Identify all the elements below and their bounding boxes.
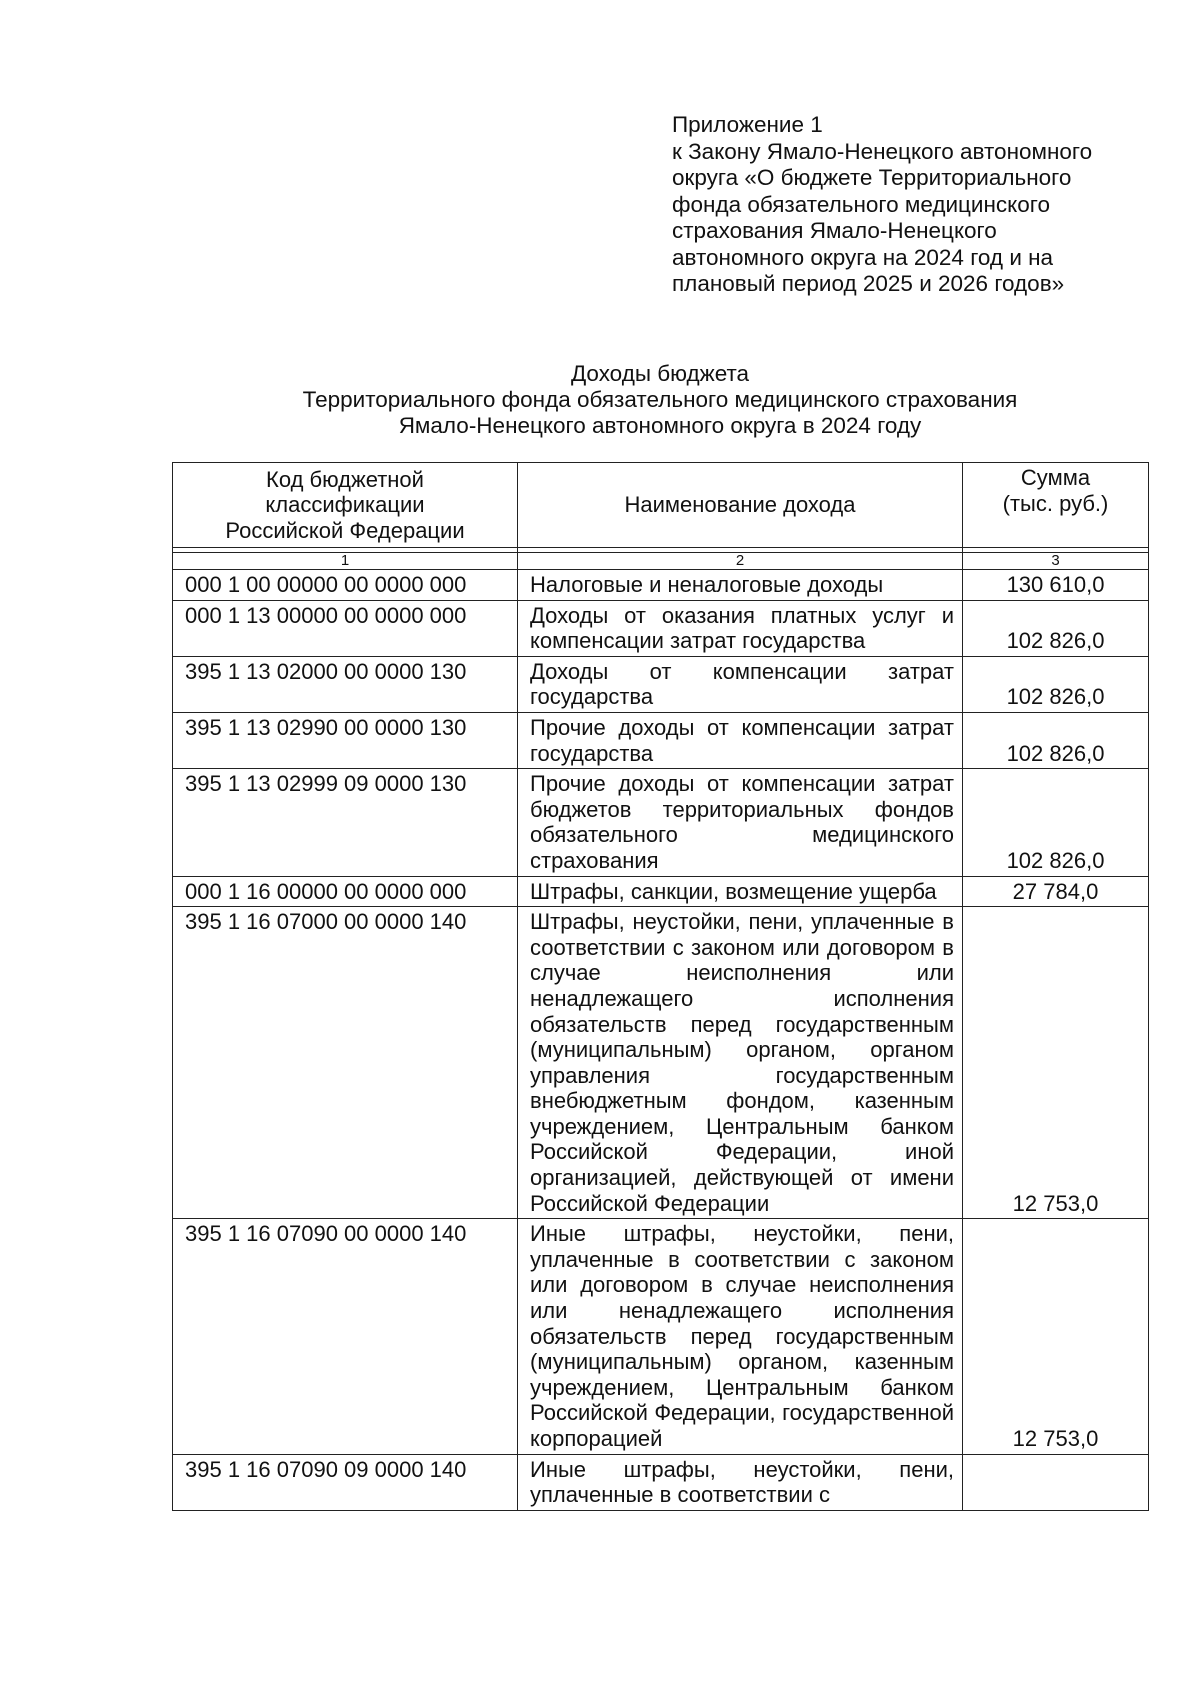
row-amount: 12 753,0 <box>963 1219 1149 1454</box>
table-row <box>173 1454 1149 1510</box>
row-amount: 12 753,0 <box>963 907 1149 1219</box>
table-row <box>173 769 1149 876</box>
row-code: 395 1 13 02000 00 0000 130 <box>173 656 518 712</box>
row-name: Иные штрафы, неустойки, пени, уплаченные в соответствии с <box>518 1454 963 1510</box>
appendix-line: Приложение 1 <box>672 112 823 137</box>
row-name: Налоговые и неналоговые доходы <box>518 570 963 601</box>
row-code: 395 1 13 02999 09 0000 130 <box>173 769 518 876</box>
table-header-row <box>173 463 1149 548</box>
appendix-line: страхования Ямало-Ненецкого <box>672 218 997 243</box>
income-table <box>172 462 1149 1511</box>
appendix-line: округа «О бюджете Территориального <box>672 165 1072 190</box>
row-amount: 102 826,0 <box>963 769 1149 876</box>
row-amount: 102 826,0 <box>963 600 1149 656</box>
row-amount: 27 784,0 <box>963 876 1149 907</box>
header-amount: Сумма (тыс. руб.) <box>963 463 1149 548</box>
appendix-line: фонда обязательного медицинского <box>672 191 1051 217</box>
table-row <box>173 712 1149 768</box>
row-code: 395 1 13 02990 00 0000 130 <box>173 712 518 768</box>
title-line: Ямало-Ненецкого автономного округа в 2024 году <box>398 413 922 438</box>
row-name: Доходы от оказания платных услуг и компенсации затрат государства <box>518 600 963 656</box>
row-code: 395 1 16 07090 00 0000 140 <box>173 1219 518 1454</box>
document-title <box>180 361 1140 439</box>
column-numbers-row <box>173 553 1149 570</box>
title-line: Доходы бюджета <box>570 361 750 386</box>
column-number: 3 <box>963 553 1149 570</box>
title-line: Территориального фонда обязательного медицинского страхования <box>302 387 1018 412</box>
table-row <box>173 1219 1149 1454</box>
appendix-line: плановый период 2025 и 2026 годов» <box>672 271 1065 296</box>
table-row <box>173 570 1149 601</box>
column-number: 1 <box>173 553 518 570</box>
table-row <box>173 656 1149 712</box>
row-name: Прочие доходы от компенсации затрат государства <box>518 712 963 768</box>
row-amount: 102 826,0 <box>963 656 1149 712</box>
row-amount <box>963 1454 1149 1510</box>
row-amount: 102 826,0 <box>963 712 1149 768</box>
row-code: 000 1 00 00000 00 0000 000 <box>173 570 518 601</box>
appendix-line: автономного округа на 2024 год и на <box>672 244 1054 270</box>
table-row <box>173 600 1149 656</box>
appendix-header <box>672 112 1142 298</box>
appendix-line: к Закону Ямало-Ненецкого автономного <box>672 138 1093 164</box>
row-name: Штрафы, неустойки, пени, уплаченные в соответствии с законом или договором в случае неисполнения или ненадлежащего исполнения обязательств перед государственным (муниципальным) органом, органом управления государственным внебюджетным фондом, казенным учреждением, Центральным банком Российской Федерации, иной организацией, действующей от имени Российской Федерации <box>518 907 963 1219</box>
table-row <box>173 876 1149 907</box>
row-code: 000 1 16 00000 00 0000 000 <box>173 876 518 907</box>
row-code: 395 1 16 07090 09 0000 140 <box>173 1454 518 1510</box>
row-code: 000 1 13 00000 00 0000 000 <box>173 600 518 656</box>
row-name: Штрафы, санкции, возмещение ущерба <box>518 876 963 907</box>
row-name: Иные штрафы, неустойки, пени, уплаченные в соответствии с законом или договором в случае неисполнения или ненадлежащего исполнения обязательств перед государственным (муниципальным) органом, казенным учреждением, Центральным банком Российской Федерации, государственной корпорацией <box>518 1219 963 1454</box>
row-amount: 130 610,0 <box>963 570 1149 601</box>
header-code: Код бюджетной классификации Российской Федерации <box>173 463 518 548</box>
row-name: Доходы от компенсации затрат государства <box>518 656 963 712</box>
table-row <box>173 907 1149 1219</box>
column-number: 2 <box>518 553 963 570</box>
row-name: Прочие доходы от компенсации затрат бюджетов территориальных фондов обязательного медицинского страхования <box>518 769 963 876</box>
row-code: 395 1 16 07000 00 0000 140 <box>173 907 518 1219</box>
header-name: Наименование дохода <box>518 463 963 548</box>
